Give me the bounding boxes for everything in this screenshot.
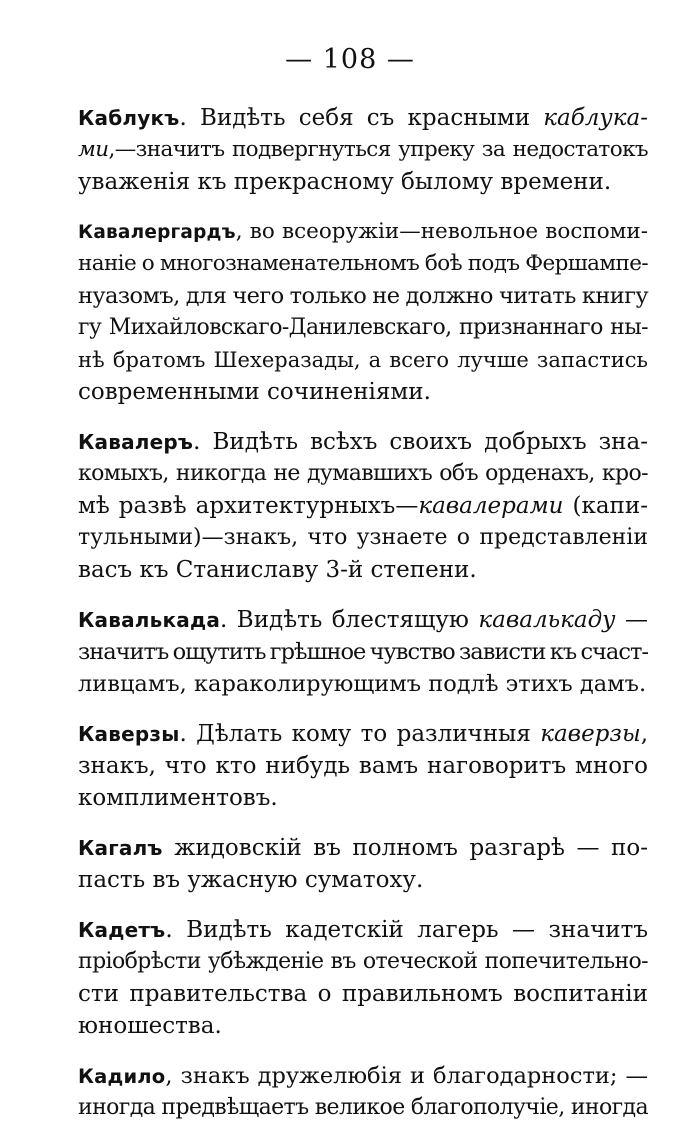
text-run: (капи- bbox=[563, 493, 648, 519]
text-run: пріобрѣсти убѣжденіе въ отеческой попечительно- bbox=[78, 949, 648, 974]
text-run: . Видѣть кадетскій лагерь — значитъ bbox=[165, 917, 648, 943]
text-line bbox=[78, 426, 648, 458]
dictionary-text bbox=[78, 102, 648, 1142]
italic-run: кавалькаду bbox=[478, 607, 616, 633]
text-line bbox=[78, 1092, 648, 1124]
text-run: , во всеоружіи—невольное воспоми- bbox=[235, 219, 648, 244]
text-run: юношества. bbox=[78, 1013, 222, 1039]
dictionary-entry bbox=[78, 102, 648, 198]
text-run: . Видѣть всѣхъ своихъ добрыхъ зна- bbox=[193, 429, 648, 455]
text-line bbox=[78, 946, 648, 978]
text-run: . Видѣть блестящую bbox=[220, 607, 479, 633]
text-line bbox=[78, 216, 648, 248]
dictionary-entry bbox=[78, 604, 648, 700]
text-run: комыхъ, никогда не думавшихъ объ орденахъ, кро- bbox=[78, 461, 648, 486]
text-run: иногда предвѣщаетъ великое благополучіе, иногда bbox=[78, 1095, 648, 1120]
text-line bbox=[78, 978, 648, 1010]
page-number: — 108 — bbox=[285, 44, 415, 75]
dictionary-entry bbox=[78, 426, 648, 586]
text-line bbox=[78, 750, 648, 782]
text-line bbox=[78, 668, 648, 700]
text-run: сти правительства о правильномъ воспитаніи bbox=[78, 981, 648, 1007]
text-line bbox=[78, 554, 648, 586]
text-line bbox=[78, 522, 648, 554]
text-line bbox=[78, 458, 648, 490]
text-run: мѣ развѣ архитектурныхъ— bbox=[78, 493, 419, 519]
text-run: — bbox=[615, 607, 648, 633]
text-line bbox=[78, 604, 648, 636]
entry-headword: Кавалергардъ bbox=[78, 222, 236, 243]
text-run: ливцамъ, караколирующимъ подлѣ этихъ дамъ. bbox=[78, 671, 647, 697]
text-line bbox=[78, 102, 648, 134]
entry-headword: Каблукъ bbox=[78, 106, 180, 130]
text-line bbox=[78, 166, 648, 198]
text-line bbox=[78, 832, 648, 864]
entry-headword: Кавалеръ bbox=[78, 430, 194, 454]
text-line bbox=[78, 782, 648, 814]
text-run: пасть въ ужасную суматоху. bbox=[78, 867, 424, 893]
text-run: значитъ ощутить грѣшное чувство зависти къ счаст- bbox=[78, 639, 648, 665]
text-line bbox=[78, 718, 648, 750]
entry-headword: Кадило bbox=[78, 1065, 166, 1088]
text-line bbox=[78, 1060, 648, 1092]
text-run: , bbox=[640, 721, 648, 747]
text-run: ,—значитъ подвергнуться упреку за недостатокъ bbox=[108, 137, 648, 162]
text-run: , знакъ дружелюбія и благодарности; — bbox=[165, 1063, 648, 1089]
entry-headword: Кадетъ bbox=[78, 918, 166, 942]
text-line bbox=[78, 280, 648, 312]
dictionary-entry bbox=[78, 718, 648, 814]
text-run: комплиментовъ. bbox=[78, 785, 278, 811]
dictionary-entry bbox=[78, 216, 648, 408]
text-line bbox=[78, 490, 648, 522]
text-line bbox=[78, 248, 648, 280]
text-line bbox=[78, 312, 648, 344]
text-run: . Дѣлать кому то различныя bbox=[179, 721, 541, 747]
entry-headword: Кагалъ bbox=[78, 836, 163, 860]
italic-run: ми bbox=[78, 137, 109, 162]
text-run: знакъ, что кто нибудь вамъ наговоритъ много bbox=[78, 753, 648, 779]
entry-headword: Каверзы bbox=[78, 722, 180, 746]
text-run: гу Михайловскаго-Данилевскаго, признаннаго ны- bbox=[78, 315, 648, 340]
italic-run: каблука- bbox=[543, 105, 648, 131]
dictionary-entry bbox=[78, 914, 648, 1042]
text-run: наніе о многознаменательномъ боѣ подъ Фершампе- bbox=[78, 251, 648, 276]
italic-run: каверзы bbox=[540, 721, 641, 747]
text-run: уваженія къ прекрасному былому времени. bbox=[78, 169, 612, 195]
dictionary-entry bbox=[78, 1060, 648, 1124]
text-line bbox=[78, 1010, 648, 1042]
text-run: нѣ братомъ Шехеразады, а всего лучше запастись bbox=[78, 348, 648, 372]
entry-headword: Кавалькада bbox=[78, 608, 221, 632]
text-run: жидовскій въ полномъ разгарѣ — по- bbox=[162, 835, 648, 861]
text-line bbox=[78, 914, 648, 946]
text-run: нуазомъ, для чего только не должно читать книгу bbox=[78, 283, 648, 309]
dictionary-entry bbox=[78, 832, 648, 896]
text-line bbox=[78, 864, 648, 896]
text-line bbox=[78, 134, 648, 166]
text-run: васъ къ Станиславу 3-й степени. bbox=[78, 557, 477, 583]
text-line bbox=[78, 376, 648, 408]
italic-run: кавалерами bbox=[418, 493, 564, 519]
text-line bbox=[78, 636, 648, 668]
text-line bbox=[78, 344, 648, 376]
text-run: . Видѣть себя съ красными bbox=[179, 105, 544, 131]
text-run: тульными)—знакъ, что узнаете о представленіи bbox=[78, 525, 648, 550]
text-run: современными сочиненіями. bbox=[78, 379, 431, 405]
